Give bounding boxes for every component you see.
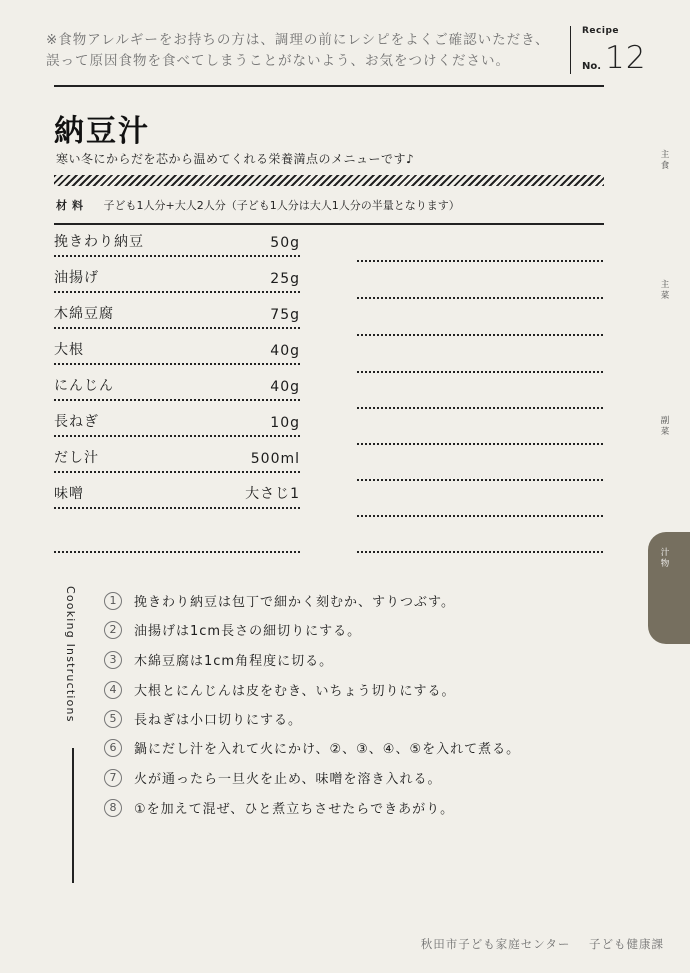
note-line bbox=[357, 479, 603, 481]
cooking-step bbox=[104, 709, 302, 728]
step-text: 油揚げは1cm長さの細切りにする。 bbox=[134, 624, 362, 639]
step-number-badge: 3 bbox=[104, 651, 122, 669]
note-line bbox=[357, 443, 603, 445]
ingredient-name: 挽きわり納豆 bbox=[54, 234, 144, 250]
ingredient-name: にんじん bbox=[54, 378, 114, 394]
ingredient-row bbox=[54, 449, 300, 473]
step-number-badge: 1 bbox=[104, 592, 122, 610]
cooking-step bbox=[104, 620, 361, 639]
cooking-vertical-rule bbox=[72, 748, 74, 883]
ingredient-qty: 40g bbox=[270, 343, 300, 359]
cooking-step bbox=[104, 650, 333, 669]
cooking-step bbox=[104, 768, 441, 787]
cooking-instructions-label: Cooking Instructions bbox=[64, 586, 77, 723]
footer bbox=[421, 936, 664, 952]
step-text: 火が通ったら一旦火を止め、味噌を溶き入れる。 bbox=[134, 772, 442, 787]
top-divider bbox=[54, 85, 604, 87]
ingredient-qty: 50g bbox=[270, 235, 300, 251]
step-number-badge: 5 bbox=[104, 710, 122, 728]
step-number-badge: 7 bbox=[104, 769, 122, 787]
tab-main-dish[interactable]: 主 菜 bbox=[660, 280, 670, 301]
note-line bbox=[357, 260, 603, 262]
page-title: 納豆汁 bbox=[54, 114, 150, 149]
ingredient-qty: 25g bbox=[270, 271, 300, 287]
footer-department: 子ども健康課 bbox=[589, 937, 664, 951]
tab-side-dish[interactable]: 副 菜 bbox=[660, 416, 670, 437]
ingredient-qty: 500ml bbox=[250, 451, 300, 467]
ingredient-row bbox=[54, 305, 300, 329]
materials-servings: 子ども1人分+大人2人分（子ども1人分は大人1人分の半量となります） bbox=[103, 199, 460, 212]
note-line bbox=[357, 515, 603, 517]
ingredient-name: 味噌 bbox=[54, 486, 84, 502]
note-line bbox=[357, 407, 603, 409]
step-text: 挽きわり納豆は包丁で細かく刻むか、すりつぶす。 bbox=[134, 595, 455, 610]
ingredient-qty: 40g bbox=[270, 379, 300, 395]
recipe-number: 12 bbox=[605, 40, 647, 76]
ingredient-name: 木綿豆腐 bbox=[54, 306, 114, 322]
ingredient-row bbox=[54, 413, 300, 437]
note-line bbox=[357, 371, 603, 373]
recipe-number-box bbox=[570, 26, 650, 74]
ingredient-row bbox=[54, 341, 300, 365]
ingredient-row bbox=[54, 233, 300, 257]
ingredient-qty: 大さじ1 bbox=[245, 486, 300, 502]
cooking-step bbox=[104, 680, 455, 699]
step-text: ①を加えて混ぜ、ひと煮立ちさせたらできあがり。 bbox=[134, 802, 455, 817]
ingredient-qty: 75g bbox=[270, 307, 300, 323]
step-text: 木綿豆腐は1cm角程度に切る。 bbox=[134, 654, 334, 669]
step-text: 長ねぎは小口切りにする。 bbox=[134, 713, 303, 728]
cooking-step bbox=[104, 591, 455, 610]
materials-divider bbox=[54, 223, 604, 225]
recipe-label: Recipe bbox=[582, 26, 620, 36]
note-line bbox=[357, 551, 603, 553]
allergy-notice-line1: ※食物アレルギーをお持ちの方は、調理の前にレシピをよくご確認いただき、 bbox=[46, 32, 550, 48]
step-number-badge: 6 bbox=[104, 739, 122, 757]
ingredient-name: 長ねぎ bbox=[54, 414, 99, 430]
step-text: 大根とにんじんは皮をむき、いちょう切りにする。 bbox=[134, 684, 456, 699]
note-line bbox=[357, 297, 603, 299]
step-number-badge: 2 bbox=[104, 621, 122, 639]
allergy-notice bbox=[46, 30, 566, 72]
hatched-divider bbox=[54, 175, 604, 186]
ingredient-row bbox=[54, 377, 300, 401]
ingredient-name: 油揚げ bbox=[54, 270, 99, 286]
cooking-step bbox=[104, 798, 454, 817]
empty-ingredient-line bbox=[54, 551, 300, 553]
materials-label: 材料 bbox=[56, 199, 88, 212]
step-text: 鍋にだし汁を入れて火にかけ、②、③、④、⑤を入れて煮る。 bbox=[134, 742, 521, 757]
materials-header bbox=[56, 197, 460, 213]
tab-soup[interactable]: 汁 物 bbox=[660, 548, 670, 569]
ingredient-name: 大根 bbox=[54, 342, 84, 358]
cooking-step bbox=[104, 738, 520, 757]
ingredient-row bbox=[54, 485, 300, 509]
footer-organization: 秋田市子ども家庭センター bbox=[420, 937, 571, 951]
tab-staple[interactable]: 主 食 bbox=[660, 150, 670, 171]
page-subtitle: 寒い冬にからだを芯から温めてくれる栄養満点のメニューです♪ bbox=[56, 152, 415, 166]
ingredient-row bbox=[54, 269, 300, 293]
note-line bbox=[357, 334, 603, 336]
ingredient-qty: 10g bbox=[270, 415, 300, 431]
recipe-no-label: No. bbox=[582, 61, 602, 72]
step-number-badge: 8 bbox=[104, 799, 122, 817]
ingredient-name: だし汁 bbox=[54, 450, 99, 466]
step-number-badge: 4 bbox=[104, 681, 122, 699]
allergy-notice-line2: 誤って原因食物を食べてしまうことがないよう、お気をつけください。 bbox=[46, 53, 510, 69]
